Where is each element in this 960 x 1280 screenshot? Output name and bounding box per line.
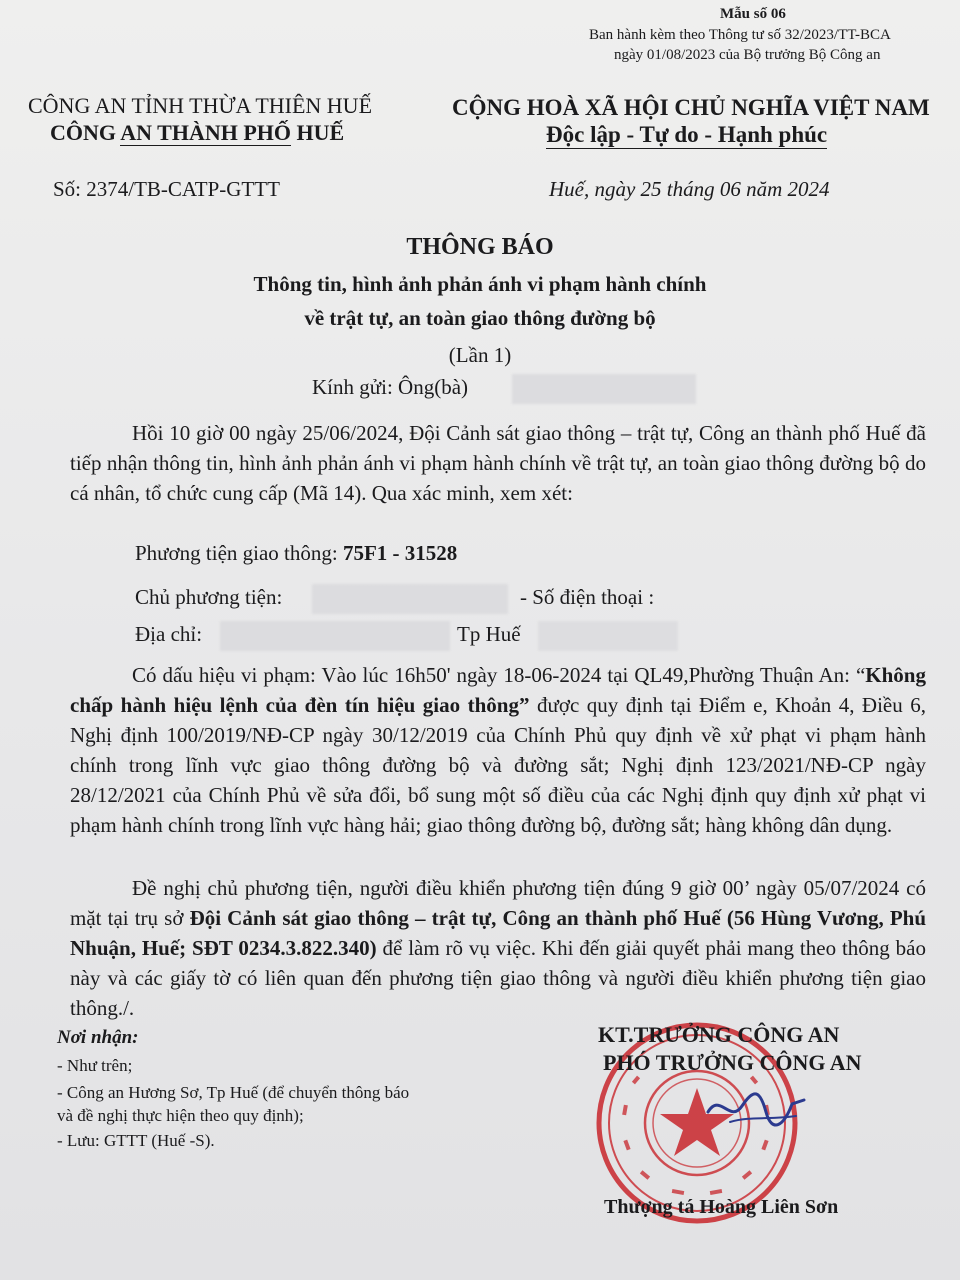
redacted-owner-name: [312, 584, 508, 614]
recipients-title: Nơi nhận:: [57, 1027, 139, 1048]
signature-title-line2: PHÓ TRƯỞNG CÔNG AN: [603, 1050, 862, 1075]
handwritten-signature: [700, 1082, 810, 1132]
document-title: THÔNG BÁO: [406, 234, 554, 260]
recipient-item: - Công an Hương Sơ, Tp Huế (để chuyển thông báo: [57, 1083, 410, 1102]
national-title: CỘNG HOÀ XÃ HỘI CHỦ NGHĨA VIỆT NAM: [452, 95, 930, 120]
paragraph-receipt: Hồi 10 giờ 00 ngày 25/06/2024, Đội Cảnh sát giao thông – trật tự, Công an thành phố Huế đã tiếp nhận thông tin, hình ảnh phản ánh vi phạm hành chính về trật tự, an toàn giao thông đường bộ do cá nhân, tổ chức cung cấp (Mã 14). Qua xác minh, xem xét:: [70, 421, 926, 505]
form-reference-line2: ngày 01/08/2023 của Bộ trưởng Bộ Công an: [614, 47, 881, 63]
paragraph-request: Đề nghị chủ phương tiện, người điều khiển phương tiện đúng 9 giờ 00’ ngày 05/07/2024 có mặt tại trụ sở Đội Cảnh sát giao thông – trật tự, Công an thành phố Huế (56 Hùng Vương, Phú Nhuận, Huế; SĐT 0234.3.822.340) để làm rõ vụ việc. Khi đến giải quyết phải mang theo thông báo này và các giấy tờ có liên quan đến phương tiện giao thông và người điều khiển phương tiện giao thông./.: [70, 876, 927, 1020]
address-city: Tp Huế: [457, 622, 521, 646]
document-number: Số: 2374/TB-CATP-GTTT: [53, 177, 280, 201]
owner-label: Chủ phương tiện:: [135, 585, 283, 609]
recipient-item: - Lưu: GTTT (Huế -S).: [57, 1131, 215, 1150]
form-reference-line1: Ban hành kèm theo Thông tư số 32/2023/TT-BCA: [589, 27, 891, 43]
signer-name: Thượng tá Hoàng Liên Sơn: [604, 1196, 839, 1218]
issuing-org-parent: CÔNG AN TỈNH THỪA THIÊN HUẾ: [28, 93, 373, 118]
address-label: Địa chỉ:: [135, 622, 203, 646]
signature-title-line1: KT.TRƯỞNG CÔNG AN: [598, 1022, 840, 1047]
paragraph-violation: Có dấu hiệu vi phạm: Vào lúc 16h50' ngày 18-06-2024 tại QL49,Phường Thuận An: “Không chấp hành hiệu lệnh của đèn tín hiệu giao thông” được quy định tại Điểm e, Khoản 4, Điều 6, Nghị định 100/2019/NĐ-CP ngày 30/12/2019 của Chính Phủ quy định về xử phạt vi phạm hành chính trong lĩnh vực giao thông đường bộ và đường sắt; Nghị định 123/2021/NĐ-CP ngày 28/12/2021 của Chính Phủ về sửa đổi, bổ sung một số điều của các Nghị định quy định xử phạt vi phạm hành chính trong lĩnh vực hàng hải; giao thông đường bộ, đường sắt; hàng không dân dụng.: [70, 663, 926, 837]
recipient-item: - Như trên;: [57, 1056, 133, 1075]
document-subtitle-line2: về trật tự, an toàn giao thông đường bộ: [304, 306, 656, 330]
document-subtitle-line1: Thông tin, hình ảnh phản ánh vi phạm hành chính: [253, 272, 707, 296]
redacted-address-tail: [538, 621, 678, 651]
issue-number: (Lần 1): [448, 343, 512, 367]
salutation: Kính gửi: Ông(bà): [312, 375, 469, 399]
issuing-org: CÔNG AN THÀNH PHỐ HUẾ: [50, 120, 345, 145]
document-date: Huế, ngày 25 tháng 06 năm 2024: [549, 177, 830, 201]
meeting-place: Đội Cảnh sát giao thông – trật tự, Công an thành phố Huế (56 Hùng Vương, Phú Nhuận, Huế; SĐT 0234.3.822.340): [70, 906, 927, 960]
redacted-address: [220, 621, 450, 651]
vehicle-label: Phương tiện giao thông:: [135, 541, 343, 565]
violation-description: Không chấp hành hiệu lệnh của đèn tín hiệu giao thông”: [70, 663, 926, 717]
vehicle-field: [135, 541, 457, 566]
phone-label: - Số điện thoại :: [520, 585, 655, 609]
vehicle-plate: 75F1 - 31528: [342, 541, 458, 565]
form-number: Mẫu số 06: [720, 6, 786, 22]
recipient-item: và đề nghị thực hiện theo quy định);: [57, 1106, 304, 1125]
redacted-recipient-name: [512, 374, 696, 404]
national-motto: Độc lập - Tự do - Hạnh phúc: [546, 122, 828, 147]
